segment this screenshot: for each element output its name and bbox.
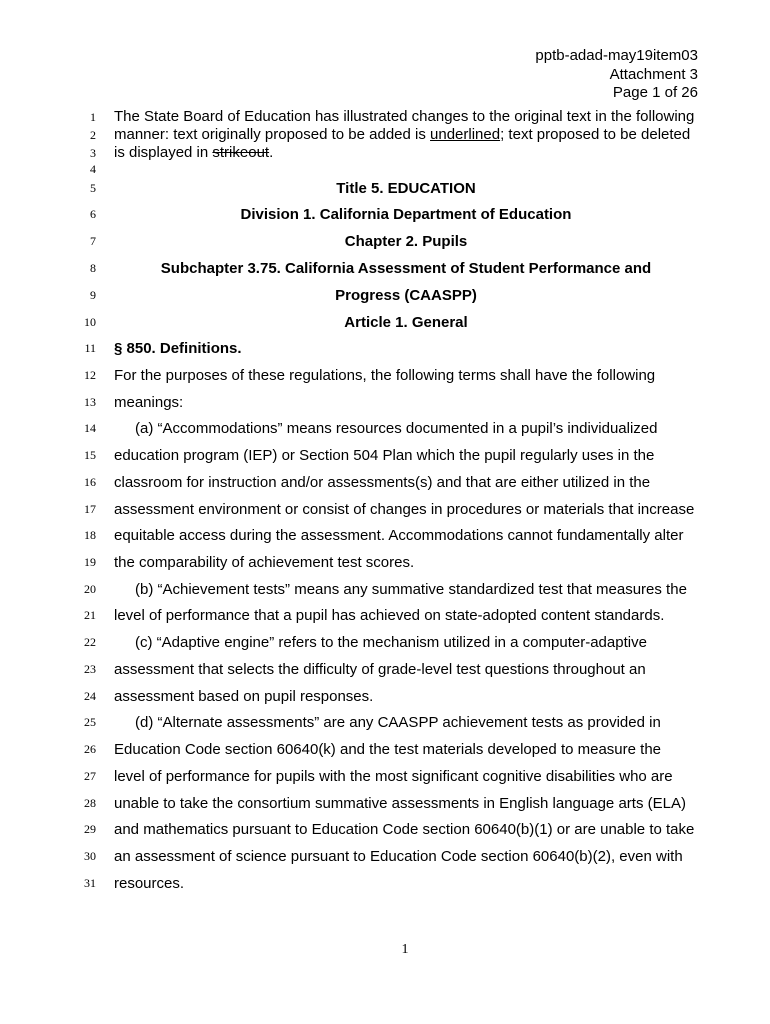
- line-row: [0, 684, 770, 710]
- line-row: [0, 416, 770, 442]
- division-heading: Division 1. California Department of Education: [240, 206, 572, 223]
- line-row: [0, 202, 770, 228]
- body-line: level of performance for pupils with the most significant cognitive disabilities who are: [114, 768, 673, 785]
- subchapter-heading: Subchapter 3.75. California Assessment of Student Performance and: [160, 260, 652, 277]
- line-number: 11: [84, 341, 96, 355]
- line-row: [0, 363, 770, 389]
- line-row: [0, 871, 770, 897]
- intro-text: is displayed in: [114, 144, 213, 161]
- intro-line-2: [114, 126, 700, 144]
- body-line: education program (IEP) or Section 504 Plan which the pupil regularly uses in the: [114, 447, 655, 464]
- body-line: (b) “Achievement tests” means any summative standardized test that measures the: [135, 581, 687, 598]
- body-line: an assessment of science pursuant to Education Code section 60640(b)(2), even with: [114, 848, 683, 865]
- line-row: [0, 283, 770, 309]
- body-line: resources.: [114, 875, 185, 892]
- line-row: [0, 497, 770, 523]
- title-heading: Title 5. EDUCATION: [336, 180, 476, 197]
- line-row: [0, 603, 770, 629]
- body-line: For the purposes of these regulations, the following terms shall have the following: [114, 367, 656, 384]
- line-number: 9: [90, 288, 96, 302]
- chapter-heading: Chapter 2. Pupils: [344, 233, 468, 250]
- line-number: 4: [90, 162, 96, 176]
- underlined-example: underlined: [430, 126, 501, 143]
- line-number: 22: [84, 635, 96, 649]
- line-number: 5: [90, 181, 96, 195]
- page-number: 1: [401, 942, 409, 957]
- body-line: meanings:: [114, 394, 184, 411]
- line-row: [0, 523, 770, 549]
- body-line: Education Code section 60640(k) and the test materials developed to measure the: [114, 741, 662, 758]
- line-number: 18: [84, 528, 96, 542]
- section-heading: § 850. Definitions.: [114, 340, 242, 357]
- line-row: [0, 256, 770, 282]
- line-row: [0, 443, 770, 469]
- line-number: 8: [90, 261, 96, 275]
- line-row: [0, 310, 770, 336]
- body-line: level of performance that a pupil has achieved on state-adopted content standards.: [114, 607, 665, 624]
- line-number: 24: [84, 689, 96, 703]
- line-number: 12: [84, 368, 96, 382]
- line-row: [0, 764, 770, 790]
- body-line: and mathematics pursuant to Education Code section 60640(b)(1) or are unable to take: [114, 821, 695, 838]
- document-header: [535, 47, 698, 103]
- line-number: 2: [90, 128, 96, 142]
- line-number: 31: [84, 876, 96, 890]
- line-number: 17: [84, 502, 96, 516]
- body-line: assessment environment or consist of changes in procedures or materials that increase: [114, 501, 695, 518]
- page-indicator: Page 1 of 26: [612, 84, 698, 101]
- body-line: the comparability of achievement test scores.: [114, 554, 415, 571]
- line-row: [0, 550, 770, 576]
- body-line: (c) “Adaptive engine” refers to the mechanism utilized in a computer-adaptive: [135, 634, 647, 651]
- attachment-label: Attachment 3: [609, 65, 698, 83]
- line-number: 1: [90, 110, 96, 124]
- line-row: [0, 657, 770, 683]
- line-number: 26: [84, 742, 96, 756]
- body-line: equitable access during the assessment. Accommodations cannot fundamentally alter: [114, 527, 684, 544]
- line-row: [0, 229, 770, 255]
- intro-text: manner: text originally proposed to be added is: [114, 126, 431, 143]
- line-row: [0, 844, 770, 870]
- line-row: [0, 390, 770, 416]
- line-number: 21: [84, 608, 96, 622]
- line-row: [0, 791, 770, 817]
- line-number: 13: [84, 395, 96, 409]
- body-line: unable to take the consortium summative assessments in English language arts (ELA): [114, 795, 686, 812]
- intro-line-3: [114, 144, 700, 162]
- body-line: assessment that selects the difficulty of grade-level test questions throughout an: [114, 661, 646, 678]
- line-number: 6: [90, 207, 96, 221]
- document-id: pptb-adad-may19item03: [535, 47, 698, 64]
- article-heading: Article 1. General: [344, 314, 468, 331]
- line-row: [0, 737, 770, 763]
- line-number: 16: [84, 475, 96, 489]
- body-line: (a) “Accommodations” means resources documented in a pupil’s individualized: [135, 420, 658, 437]
- body-line: assessment based on pupil responses.: [114, 688, 374, 705]
- line-row: [0, 630, 770, 656]
- line-number: 19: [84, 555, 96, 569]
- line-number: 7: [90, 234, 96, 248]
- subchapter-heading-cont: Progress (CAASPP): [335, 287, 477, 304]
- intro-text: ; text proposed to be deleted: [500, 126, 691, 143]
- line-row: [0, 470, 770, 496]
- line-row: [0, 817, 770, 843]
- strikeout-example: strikeout: [212, 144, 270, 161]
- body-line: (d) “Alternate assessments” are any CAASPP achievement tests as provided in: [135, 714, 661, 731]
- line-number: 23: [84, 662, 96, 676]
- body-line: classroom for instruction and/or assessments(s) and that are either utilized in the: [114, 474, 651, 491]
- line-row: [0, 710, 770, 736]
- line-number: 15: [84, 448, 96, 462]
- intro-text: .: [269, 144, 274, 161]
- intro-line-1: The State Board of Education has illustrated changes to the original text in the following: [114, 108, 695, 125]
- line-number: 14: [84, 421, 96, 435]
- line-number: 27: [84, 769, 96, 783]
- line-row: [0, 336, 770, 362]
- line-row: [0, 176, 770, 202]
- line-row: [0, 577, 770, 603]
- line-number: 3: [90, 146, 96, 160]
- line-number: 30: [84, 849, 96, 863]
- line-number: 25: [84, 715, 96, 729]
- line-number: 28: [84, 796, 96, 810]
- line-number: 29: [84, 822, 96, 836]
- line-number: 20: [84, 582, 96, 596]
- line-number: 10: [84, 315, 96, 329]
